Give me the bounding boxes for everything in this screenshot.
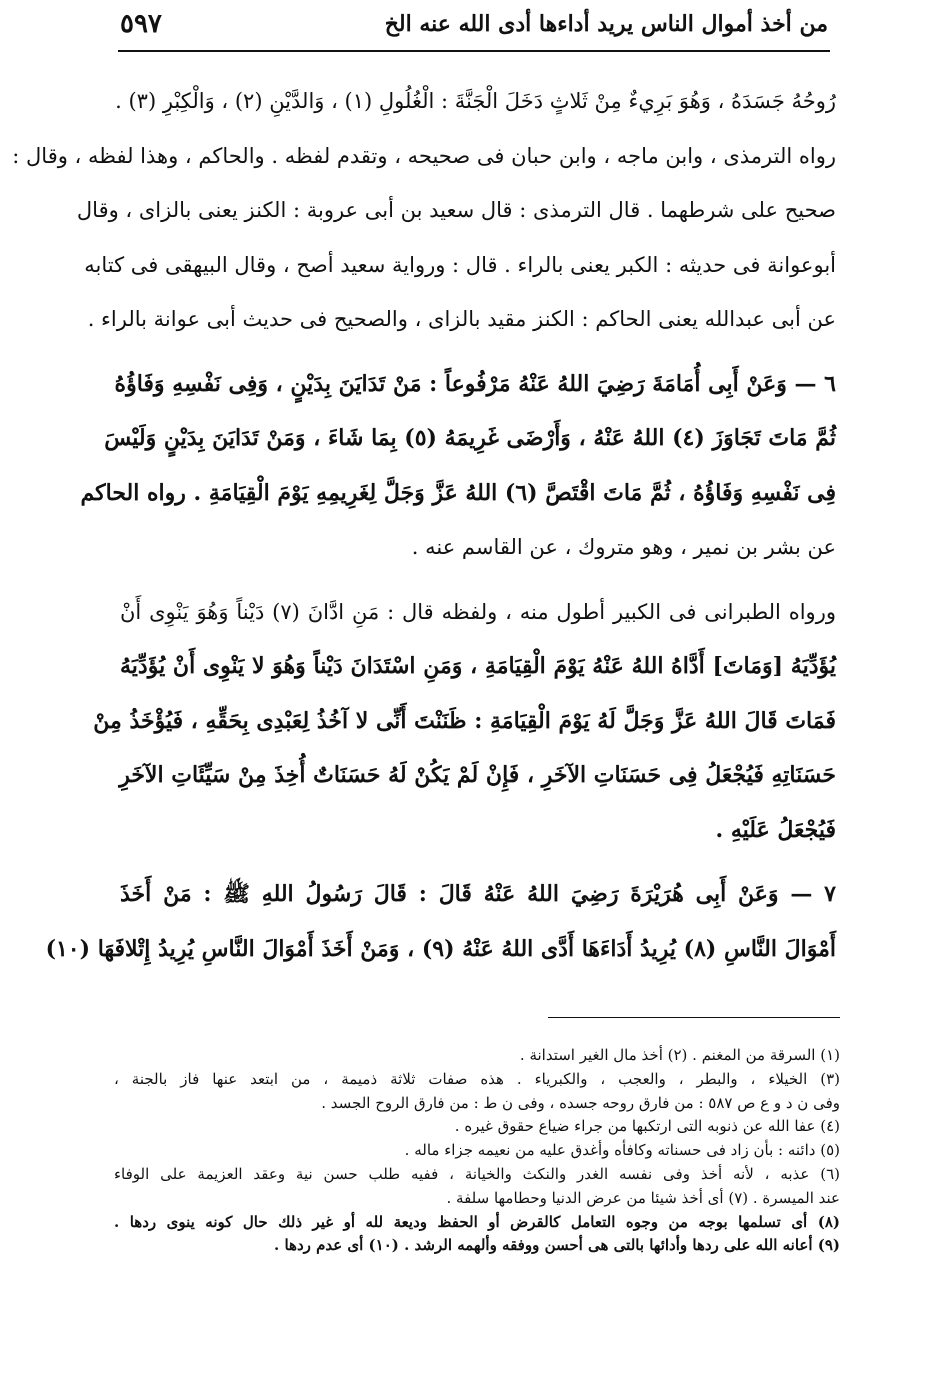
text-line: أبوعوانة فى حديثه : الكبر يعنى بالراء . قال : ورواية سعيد أصح ، وقال البيهقى فى كتابه [84, 252, 836, 277]
footnote-line: (٨) أى تسلمها بوجه من وجوه التعامل كالقرض أو الحفظ وديعة لله أو غير ذلك حال كونه ينوى ردها . [114, 1212, 840, 1231]
paragraph-1 [12, 74, 836, 347]
footnote-line: (١) السرقة من المغنم . (٢) أخذ مال الغير استدانة . [519, 1046, 840, 1064]
footnote-line: وفى ن د و ع ص ٥٨٧ : من فارق روحه جسده ، وفى ن ط : من فارق الروح الجسد . [321, 1093, 840, 1112]
text-line: فَيُجْعَلُ عَلَيْهِ . [715, 816, 836, 843]
paragraph-3 [93, 585, 836, 858]
page-header [120, 4, 828, 44]
text-line: فَمَاتَ قَالَ اللهُ عَزَّ وَجَلَّ لَهُ يَوْمَ الْقِيَامَةِ : ظَنَنْتَ أَنِّى لا آخُذُ لِعَبْدِى بِحَقِّهِ ، فَيُؤْخَذُ مِنْ [93, 707, 836, 734]
footnote-line: (٦) عذبه ، لأنه أخذ وفى نفسه الغدر والنكث والخيانة ، ففيه طلب حسن نية وعقد العزيمة على الوفاء [114, 1164, 840, 1183]
text-line: حَسَنَاتِهِ فَيُجْعَلُ فِى حَسَنَاتِ الآخَرِ ، فَإِنْ لَمْ يَكُنْ لَهُ حَسَنَاتٌ أُخِذَ مِنْ سَيِّئَاتِ الآخَرِ [119, 762, 836, 788]
footnote-line: عند الميسرة . (٧) أى أخذ شيئا من عرض الدنيا وحطامها سلفة . [446, 1188, 840, 1207]
text-line: عن أبى عبدالله يعنى الحاكم : الكنز مقيد بالزاى ، والصحيح فى حديث أبى عوانة بالراء . [87, 307, 836, 331]
text-line: ثُمَّ مَاتَ تَجَاوَزَ (٤) اللهُ عَنْهُ ، وَأَرْضَى غَرِيمَهُ (٥) بِمَا شَاءَ ، وَمَنْ تَدَايَنَ بِدَيْنٍ وَلَيْسَ [104, 425, 836, 451]
footnote-line: (٥) دائنه : بأن زاد فى حسناته وكافأه وأغدق عليه من نعيمه جزاء ماله . [404, 1141, 840, 1160]
footnote-rule [548, 1017, 840, 1018]
page-number: ٥٩٧ [120, 9, 162, 39]
text-line: رُوحُهُ جَسَدَهُ ، وَهُوَ بَرِيءٌ مِنْ ثَلاثٍ دَخَلَ الْجَنَّةَ : الْغُلُولِ (١) ، وَالدَّيْنِ (٢) ، وَالْكِبْرِ (٣) . [115, 89, 836, 113]
running-title: من أخذ أموال الناس يريد أداءها أدى الله عنه الخ [384, 11, 828, 37]
main-text [12, 74, 836, 986]
text-line: فِى نَفْسِهِ وَفَاؤُهُ ، ثُمَّ مَاتَ اقْتَصَّ (٦) اللهُ عَزَّ وَجَلَّ لِغَرِيمِهِ يَوْمَ الْقِيَامَةِ . رواه الحاكم [80, 479, 836, 506]
text-line: يُؤَدِّيَهُ [وَمَاتَ] أَدَّاهُ اللهُ عَنْهُ يَوْمَ الْقِيَامَةِ ، وَمَنِ اسْتَدَانَ دَيْناً وَهُوَ لا يَنْوِى أَنْ يُؤَدِّيَهُ [120, 653, 836, 679]
text-line: صحيح على شرطهما . قال الترمذى : قال سعيد بن أبى عروبة : الكنز يعنى بالزاى ، وقال [76, 198, 836, 222]
footnote-line: (٣) الخيلاء ، والبطر ، والعجب ، والكبرياء . هذه صفات ثلاثة ذميمة ، من ابتعد عنها فاز بالجنة ، [114, 1069, 840, 1088]
hadith-6 [80, 357, 836, 575]
text-line: عن بشر بن نمير ، وهو متروك ، عن القاسم عنه . [411, 535, 836, 559]
text-line: ٦ — وَعَنْ أَبِى أُمَامَةَ رَضِيَ اللهُ عَنْهُ مَرْفُوعاً : مَنْ تَدَايَنَ بِدَيْنٍ ، وَفِى نَفْسِهِ وَفَاؤُهُ [114, 370, 836, 397]
text-line: أَمْوَالَ النَّاسِ (٨) يُرِيدُ أَدَاءَهَا أَدَّى اللهُ عَنْهُ (٩) ، وَمَنْ أَخَذَ أَمْوَالَ النَّاسِ يُرِيدُ إِتْلافَهَا (١٠) [45, 935, 836, 962]
footnote-line: (٩) أعانه الله على ردها وأدائها بالتى هى أحسن ووفقه وألهمه الرشد . (١٠) أى عدم ردها . [274, 1236, 840, 1255]
hadith-7 [45, 867, 836, 976]
text-line: ٧ — وَعَنْ أَبِى هُرَيْرَةَ رَضِيَ اللهُ عَنْهُ قَالَ : قَالَ رَسُولُ اللهِ ﷺ : مَنْ أَخَذَ [120, 881, 836, 907]
footnote-line: (٤) عفا الله عن ذنوبه التى ارتكبها من جراء ضياع حقوق غيره . [454, 1117, 840, 1136]
footnotes [114, 1044, 840, 1258]
text-line: ورواه الطبرانى فى الكبير أطول منه ، ولفظه قال : مَنِ ادَّانَ (٧) دَيْناً وَهُوَ يَنْوِى أَنْ [120, 599, 836, 624]
text-line: رواه الترمذى ، وابن ماجه ، وابن حبان فى صحيحه ، وتقدم لفظه . والحاكم ، وهذا لفظه ، وقال : [12, 143, 836, 168]
header-rule [118, 50, 830, 52]
